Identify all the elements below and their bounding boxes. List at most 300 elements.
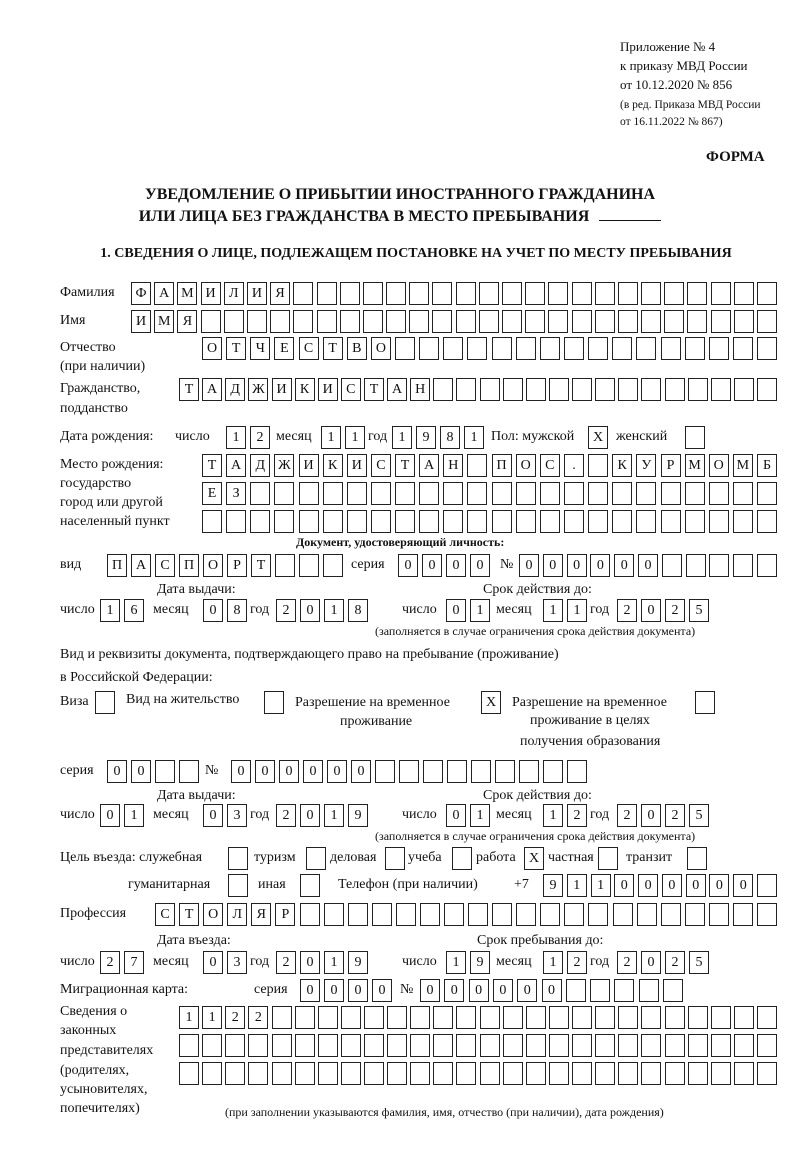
birth-place-1-cell[interactable]: Т — [202, 454, 222, 477]
reps-3-cell[interactable] — [526, 1062, 546, 1085]
purpose-private-cell[interactable] — [598, 847, 618, 870]
phone-cell[interactable]: 0 — [686, 874, 706, 897]
name-cell[interactable] — [270, 310, 290, 333]
surname-cell[interactable] — [572, 282, 592, 305]
profession-cell[interactable] — [613, 903, 633, 926]
id-issue-month-cell[interactable]: 8 — [227, 599, 247, 622]
surname-cell[interactable]: Л — [224, 282, 244, 305]
id-series-cell[interactable]: 0 — [446, 554, 466, 577]
patronymic-cell[interactable] — [540, 337, 560, 360]
id-number-cell[interactable] — [733, 554, 753, 577]
birth-place-3-cell[interactable] — [226, 510, 246, 533]
entry-year-cell[interactable]: 1 — [324, 951, 344, 974]
reps-1-cell[interactable] — [618, 1006, 638, 1029]
name-cell[interactable] — [711, 310, 731, 333]
birth-place-2-cell[interactable] — [685, 482, 705, 505]
reps-2-cell[interactable] — [456, 1034, 476, 1057]
reps-3-cell[interactable] — [202, 1062, 222, 1085]
profession-cell[interactable]: С — [155, 903, 175, 926]
right-valid-day-cell[interactable]: 1 — [470, 804, 490, 827]
reps-3-cell[interactable] — [480, 1062, 500, 1085]
citizenship-cell[interactable] — [641, 378, 661, 401]
right-number-cell[interactable]: 0 — [327, 760, 347, 783]
citizenship-cell[interactable] — [665, 378, 685, 401]
name-cell[interactable]: М — [154, 310, 174, 333]
id-number-cell[interactable] — [709, 554, 729, 577]
patronymic-cell[interactable]: Е — [274, 337, 294, 360]
id-number-cell[interactable]: 0 — [638, 554, 658, 577]
citizenship-cell[interactable]: И — [272, 378, 292, 401]
id-number-cell[interactable]: 0 — [567, 554, 587, 577]
patronymic-cell[interactable]: С — [299, 337, 319, 360]
reps-1-cell[interactable] — [410, 1006, 430, 1029]
reps-2-cell[interactable] — [179, 1034, 199, 1057]
reps-1-cell[interactable] — [711, 1006, 731, 1029]
reps-2-cell[interactable] — [665, 1034, 685, 1057]
reps-3-cell[interactable] — [688, 1062, 708, 1085]
reps-3-cell[interactable] — [549, 1062, 569, 1085]
birth-year-cell[interactable]: 8 — [440, 426, 460, 449]
surname-cell[interactable] — [757, 282, 777, 305]
id-kind-cell[interactable] — [275, 554, 295, 577]
mig-series-cell[interactable]: 0 — [300, 979, 320, 1002]
patronymic-cell[interactable]: О — [371, 337, 391, 360]
reps-2-cell[interactable] — [503, 1034, 523, 1057]
birth-place-2-cell[interactable] — [492, 482, 512, 505]
right-valid-year-cell[interactable]: 0 — [641, 804, 661, 827]
surname-cell[interactable] — [664, 282, 684, 305]
surname-cell[interactable] — [340, 282, 360, 305]
name-cell[interactable] — [641, 310, 661, 333]
reps-1-cell[interactable] — [734, 1006, 754, 1029]
profession-cell[interactable] — [709, 903, 729, 926]
reps-1-cell[interactable] — [688, 1006, 708, 1029]
reps-3-cell[interactable] — [341, 1062, 361, 1085]
stay-year-cell[interactable]: 2 — [617, 951, 637, 974]
right-number-cell[interactable]: 0 — [351, 760, 371, 783]
right-number-cell[interactable] — [447, 760, 467, 783]
citizenship-cell[interactable]: К — [295, 378, 315, 401]
profession-cell[interactable] — [396, 903, 416, 926]
surname-cell[interactable]: И — [201, 282, 221, 305]
birth-place-3-cell[interactable] — [299, 510, 319, 533]
mig-number-cell[interactable] — [590, 979, 610, 1002]
name-cell[interactable] — [340, 310, 360, 333]
patronymic-cell[interactable] — [588, 337, 608, 360]
birth-place-2-cell[interactable] — [347, 482, 367, 505]
birth-year-cell[interactable]: 1 — [392, 426, 412, 449]
surname-cell[interactable] — [293, 282, 313, 305]
id-valid-year-cell[interactable]: 2 — [617, 599, 637, 622]
name-cell[interactable] — [595, 310, 615, 333]
birth-place-1-cell[interactable]: Р — [661, 454, 681, 477]
reps-2-cell[interactable] — [410, 1034, 430, 1057]
reps-2-cell[interactable] — [387, 1034, 407, 1057]
id-valid-month-cell[interactable]: 1 — [543, 599, 563, 622]
citizenship-cell[interactable]: А — [202, 378, 222, 401]
birth-place-3-cell[interactable] — [443, 510, 463, 533]
mig-number-cell[interactable] — [663, 979, 683, 1002]
reps-2-cell[interactable] — [248, 1034, 268, 1057]
reps-1-cell[interactable]: 2 — [248, 1006, 268, 1029]
reps-1-cell[interactable] — [572, 1006, 592, 1029]
temp-edu-cell[interactable] — [695, 691, 715, 714]
id-number-cell[interactable]: 0 — [519, 554, 539, 577]
patronymic-cell[interactable] — [612, 337, 632, 360]
right-valid-month-cell[interactable]: 2 — [567, 804, 587, 827]
mig-series-cell[interactable]: 0 — [348, 979, 368, 1002]
name-cell[interactable] — [317, 310, 337, 333]
birth-place-1-cell[interactable]: Б — [757, 454, 777, 477]
birth-place-3-cell[interactable] — [492, 510, 512, 533]
reps-2-cell[interactable] — [272, 1034, 292, 1057]
name-cell[interactable] — [757, 310, 777, 333]
mig-series-cell[interactable]: 0 — [324, 979, 344, 1002]
reps-2-cell[interactable] — [202, 1034, 222, 1057]
profession-cell[interactable] — [468, 903, 488, 926]
birth-month-cell[interactable]: 1 — [321, 426, 341, 449]
surname-cell[interactable] — [456, 282, 476, 305]
patronymic-cell[interactable] — [516, 337, 536, 360]
reps-2-cell[interactable] — [318, 1034, 338, 1057]
profession-cell[interactable] — [420, 903, 440, 926]
right-number-cell[interactable] — [495, 760, 515, 783]
right-number-cell[interactable] — [423, 760, 443, 783]
profession-cell[interactable] — [685, 903, 705, 926]
profession-cell[interactable] — [300, 903, 320, 926]
birth-place-2-cell[interactable] — [516, 482, 536, 505]
reps-1-cell[interactable] — [595, 1006, 615, 1029]
visa-cell[interactable] — [95, 691, 115, 714]
reps-2-cell[interactable] — [295, 1034, 315, 1057]
purpose-transit-cell[interactable] — [687, 847, 707, 870]
birth-place-2-cell[interactable] — [274, 482, 294, 505]
surname-cell[interactable] — [618, 282, 638, 305]
entry-year-cell[interactable]: 0 — [300, 951, 320, 974]
birth-place-3-cell[interactable] — [612, 510, 632, 533]
id-kind-cell[interactable]: Т — [251, 554, 271, 577]
id-kind-cell[interactable]: П — [179, 554, 199, 577]
profession-cell[interactable] — [588, 903, 608, 926]
reps-1-cell[interactable] — [295, 1006, 315, 1029]
right-number-cell[interactable] — [471, 760, 491, 783]
right-number-cell[interactable] — [375, 760, 395, 783]
reps-2-cell[interactable] — [595, 1034, 615, 1057]
name-cell[interactable]: И — [131, 310, 151, 333]
id-valid-year-cell[interactable]: 2 — [665, 599, 685, 622]
citizenship-cell[interactable]: Н — [410, 378, 430, 401]
right-number-cell[interactable] — [519, 760, 539, 783]
surname-cell[interactable] — [525, 282, 545, 305]
phone-cell[interactable] — [757, 874, 777, 897]
profession-cell[interactable] — [348, 903, 368, 926]
birth-place-1-cell[interactable]: К — [323, 454, 343, 477]
reps-2-cell[interactable] — [711, 1034, 731, 1057]
name-cell[interactable] — [409, 310, 429, 333]
birth-place-1-cell[interactable]: Н — [443, 454, 463, 477]
profession-cell[interactable]: Р — [275, 903, 295, 926]
patronymic-cell[interactable] — [636, 337, 656, 360]
name-cell[interactable] — [687, 310, 707, 333]
stay-month-cell[interactable]: 1 — [543, 951, 563, 974]
reps-1-cell[interactable]: 1 — [202, 1006, 222, 1029]
birth-place-2-cell[interactable] — [709, 482, 729, 505]
reps-2-cell[interactable] — [757, 1034, 777, 1057]
entry-day-cell[interactable]: 7 — [124, 951, 144, 974]
citizenship-cell[interactable]: Д — [225, 378, 245, 401]
birth-place-2-cell[interactable] — [636, 482, 656, 505]
profession-cell[interactable] — [540, 903, 560, 926]
surname-cell[interactable] — [502, 282, 522, 305]
patronymic-cell[interactable] — [757, 337, 777, 360]
profession-cell[interactable] — [637, 903, 657, 926]
profession-cell[interactable] — [372, 903, 392, 926]
birth-place-2-cell[interactable] — [564, 482, 584, 505]
birth-place-3-cell[interactable] — [588, 510, 608, 533]
reps-3-cell[interactable] — [641, 1062, 661, 1085]
entry-year-cell[interactable]: 9 — [348, 951, 368, 974]
birth-place-3-cell[interactable] — [733, 510, 753, 533]
right-issue-year-cell[interactable]: 9 — [348, 804, 368, 827]
surname-cell[interactable] — [363, 282, 383, 305]
birth-place-2-cell[interactable] — [467, 482, 487, 505]
purpose-official-cell[interactable] — [228, 847, 248, 870]
stay-day-cell[interactable]: 1 — [446, 951, 466, 974]
patronymic-cell[interactable] — [709, 337, 729, 360]
name-cell[interactable] — [479, 310, 499, 333]
phone-cell[interactable]: 0 — [733, 874, 753, 897]
surname-cell[interactable]: А — [154, 282, 174, 305]
name-cell[interactable] — [201, 310, 221, 333]
patronymic-cell[interactable]: Т — [323, 337, 343, 360]
name-cell[interactable]: Я — [177, 310, 197, 333]
reps-3-cell[interactable] — [734, 1062, 754, 1085]
reps-3-cell[interactable] — [179, 1062, 199, 1085]
birth-place-3-cell[interactable] — [395, 510, 415, 533]
profession-cell[interactable] — [733, 903, 753, 926]
birth-place-1-cell[interactable] — [588, 454, 608, 477]
reps-1-cell[interactable] — [433, 1006, 453, 1029]
id-issue-year-cell[interactable]: 0 — [300, 599, 320, 622]
birth-place-2-cell[interactable] — [612, 482, 632, 505]
birth-place-2-cell[interactable] — [443, 482, 463, 505]
id-series-cell[interactable]: 0 — [398, 554, 418, 577]
birth-place-3-cell[interactable] — [419, 510, 439, 533]
phone-cell[interactable]: 9 — [543, 874, 563, 897]
patronymic-cell[interactable]: В — [347, 337, 367, 360]
reps-2-cell[interactable] — [526, 1034, 546, 1057]
birth-month-cell[interactable]: 1 — [345, 426, 365, 449]
id-series-cell[interactable]: 0 — [422, 554, 442, 577]
phone-cell[interactable]: 1 — [591, 874, 611, 897]
reps-3-cell[interactable] — [503, 1062, 523, 1085]
right-series-cell[interactable]: 0 — [131, 760, 151, 783]
name-cell[interactable] — [664, 310, 684, 333]
id-valid-year-cell[interactable]: 0 — [641, 599, 661, 622]
reps-2-cell[interactable] — [618, 1034, 638, 1057]
reps-1-cell[interactable] — [387, 1006, 407, 1029]
name-cell[interactable] — [247, 310, 267, 333]
phone-cell[interactable]: 0 — [614, 874, 634, 897]
profession-cell[interactable] — [444, 903, 464, 926]
right-issue-year-cell[interactable]: 1 — [324, 804, 344, 827]
residence-permit-cell[interactable] — [264, 691, 284, 714]
mig-number-cell[interactable]: 0 — [493, 979, 513, 1002]
birth-place-1-cell[interactable]: К — [612, 454, 632, 477]
profession-cell[interactable] — [757, 903, 777, 926]
mig-number-cell[interactable]: 0 — [469, 979, 489, 1002]
birth-place-2-cell[interactable] — [250, 482, 270, 505]
reps-1-cell[interactable]: 1 — [179, 1006, 199, 1029]
citizenship-cell[interactable] — [572, 378, 592, 401]
id-valid-month-cell[interactable]: 1 — [567, 599, 587, 622]
reps-3-cell[interactable] — [711, 1062, 731, 1085]
temp-residence-cell[interactable]: X — [481, 691, 501, 714]
birth-place-1-cell[interactable]: У — [636, 454, 656, 477]
id-issue-day-cell[interactable]: 6 — [124, 599, 144, 622]
id-number-cell[interactable]: 0 — [590, 554, 610, 577]
reps-1-cell[interactable] — [549, 1006, 569, 1029]
id-valid-day-cell[interactable]: 1 — [470, 599, 490, 622]
surname-cell[interactable] — [711, 282, 731, 305]
citizenship-cell[interactable] — [503, 378, 523, 401]
birth-place-1-cell[interactable]: А — [419, 454, 439, 477]
id-kind-cell[interactable]: Р — [227, 554, 247, 577]
surname-cell[interactable] — [479, 282, 499, 305]
birth-place-1-cell[interactable]: Д — [250, 454, 270, 477]
name-cell[interactable] — [224, 310, 244, 333]
reps-1-cell[interactable] — [526, 1006, 546, 1029]
stay-day-cell[interactable]: 9 — [470, 951, 490, 974]
profession-cell[interactable] — [564, 903, 584, 926]
surname-cell[interactable] — [548, 282, 568, 305]
stay-year-cell[interactable]: 0 — [641, 951, 661, 974]
citizenship-cell[interactable] — [757, 378, 777, 401]
surname-cell[interactable] — [317, 282, 337, 305]
reps-2-cell[interactable] — [734, 1034, 754, 1057]
citizenship-cell[interactable] — [480, 378, 500, 401]
birth-place-2-cell[interactable] — [323, 482, 343, 505]
citizenship-cell[interactable]: Т — [179, 378, 199, 401]
right-issue-month-cell[interactable]: 3 — [227, 804, 247, 827]
reps-2-cell[interactable] — [364, 1034, 384, 1057]
birth-place-3-cell[interactable] — [250, 510, 270, 533]
birth-year-cell[interactable]: 1 — [464, 426, 484, 449]
id-kind-cell[interactable]: А — [131, 554, 151, 577]
reps-2-cell[interactable] — [341, 1034, 361, 1057]
mig-number-cell[interactable]: 0 — [420, 979, 440, 1002]
profession-cell[interactable]: Т — [179, 903, 199, 926]
name-cell[interactable] — [502, 310, 522, 333]
birth-place-1-cell[interactable]: . — [564, 454, 584, 477]
mig-number-cell[interactable] — [639, 979, 659, 1002]
right-number-cell[interactable] — [399, 760, 419, 783]
surname-cell[interactable] — [432, 282, 452, 305]
birth-place-2-cell[interactable] — [419, 482, 439, 505]
birth-place-1-cell[interactable]: С — [540, 454, 560, 477]
citizenship-cell[interactable] — [734, 378, 754, 401]
patronymic-cell[interactable] — [564, 337, 584, 360]
name-cell[interactable] — [734, 310, 754, 333]
birth-place-3-cell[interactable] — [540, 510, 560, 533]
reps-1-cell[interactable] — [503, 1006, 523, 1029]
birth-place-3-cell[interactable] — [564, 510, 584, 533]
right-series-cell[interactable]: 0 — [107, 760, 127, 783]
surname-cell[interactable] — [409, 282, 429, 305]
profession-cell[interactable]: О — [203, 903, 223, 926]
reps-3-cell[interactable] — [225, 1062, 245, 1085]
birth-place-2-cell[interactable] — [540, 482, 560, 505]
id-kind-cell[interactable]: О — [203, 554, 223, 577]
birth-place-1-cell[interactable]: Т — [395, 454, 415, 477]
phone-cell[interactable]: 0 — [638, 874, 658, 897]
surname-cell[interactable] — [687, 282, 707, 305]
birth-place-1-cell[interactable]: И — [299, 454, 319, 477]
right-issue-year-cell[interactable]: 0 — [300, 804, 320, 827]
right-number-cell[interactable]: 0 — [279, 760, 299, 783]
name-cell[interactable] — [618, 310, 638, 333]
birth-place-2-cell[interactable] — [371, 482, 391, 505]
reps-3-cell[interactable] — [272, 1062, 292, 1085]
id-number-cell[interactable] — [757, 554, 777, 577]
mig-number-cell[interactable]: 0 — [542, 979, 562, 1002]
entry-month-cell[interactable]: 0 — [203, 951, 223, 974]
reps-1-cell[interactable] — [641, 1006, 661, 1029]
right-issue-day-cell[interactable]: 0 — [100, 804, 120, 827]
mig-number-cell[interactable] — [614, 979, 634, 1002]
birth-place-2-cell[interactable] — [757, 482, 777, 505]
sex-male-cell[interactable]: X — [588, 426, 608, 449]
reps-2-cell[interactable] — [572, 1034, 592, 1057]
citizenship-cell[interactable] — [456, 378, 476, 401]
birth-place-1-cell[interactable]: Ж — [274, 454, 294, 477]
citizenship-cell[interactable] — [618, 378, 638, 401]
entry-month-cell[interactable]: 3 — [227, 951, 247, 974]
name-cell[interactable] — [293, 310, 313, 333]
surname-cell[interactable]: Я — [270, 282, 290, 305]
reps-1-cell[interactable] — [341, 1006, 361, 1029]
citizenship-cell[interactable]: С — [341, 378, 361, 401]
id-issue-year-cell[interactable]: 2 — [276, 599, 296, 622]
reps-2-cell[interactable] — [433, 1034, 453, 1057]
id-valid-day-cell[interactable]: 0 — [446, 599, 466, 622]
reps-3-cell[interactable] — [595, 1062, 615, 1085]
birth-place-3-cell[interactable] — [636, 510, 656, 533]
name-cell[interactable] — [548, 310, 568, 333]
name-cell[interactable] — [386, 310, 406, 333]
surname-cell[interactable] — [641, 282, 661, 305]
phone-cell[interactable]: 0 — [662, 874, 682, 897]
name-cell[interactable] — [432, 310, 452, 333]
birth-place-1-cell[interactable]: И — [347, 454, 367, 477]
birth-place-3-cell[interactable] — [467, 510, 487, 533]
patronymic-cell[interactable] — [467, 337, 487, 360]
reps-1-cell[interactable]: 2 — [225, 1006, 245, 1029]
purpose-humanitarian-cell[interactable] — [228, 874, 248, 897]
sex-female-cell[interactable] — [685, 426, 705, 449]
reps-2-cell[interactable] — [549, 1034, 569, 1057]
purpose-tourism-cell[interactable] — [306, 847, 326, 870]
id-issue-month-cell[interactable]: 0 — [203, 599, 223, 622]
reps-3-cell[interactable] — [757, 1062, 777, 1085]
right-valid-year-cell[interactable]: 2 — [617, 804, 637, 827]
birth-place-3-cell[interactable] — [371, 510, 391, 533]
birth-place-3-cell[interactable] — [347, 510, 367, 533]
birth-place-1-cell[interactable]: М — [685, 454, 705, 477]
birth-place-1-cell[interactable]: М — [733, 454, 753, 477]
reps-1-cell[interactable] — [757, 1006, 777, 1029]
id-number-cell[interactable]: 0 — [614, 554, 634, 577]
